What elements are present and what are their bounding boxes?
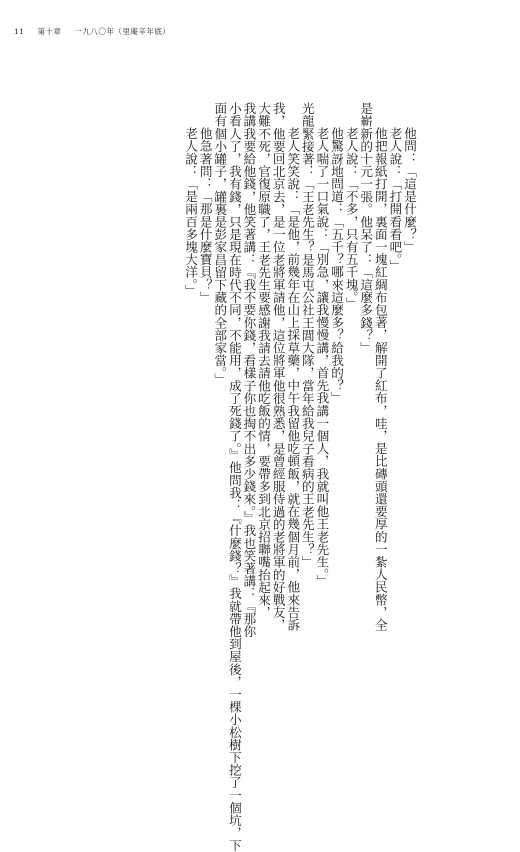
text-column: 他驚訝地問道：「五千？哪來這麼多？給我的？」 [329,127,345,405]
text-column: 老人笑笑說：「是他，前幾年在山上採草藥，中午我留他吃頓飯，就在幾個月前，他來告訴 [285,127,301,632]
text-column: 老人說：「不多，只有五千塊。」 [343,127,359,310]
page-body-text [183,102,417,852]
page-number: 11 [14,27,25,36]
text-column: 大難不死，官復原職了，王老先生要感謝我請去請他吃飯的情，要帶多到北京招聯嘴抬起來， [256,102,272,619]
text-column: 小看人了，我有錢，只是現在時代不同，不能用，成了死錢了。』他問我：『什麼錢？』我就帶他到屋後，一棵小松樹下挖了一個坑，下 [226,102,242,852]
text-column: 老人說：「打開看看吧。」 [387,127,403,273]
chapter-label: 第十章 [37,27,62,36]
text-column: 我，他要回北京去，是一位老將軍請他，這位將軍他很熟悉，是曾經服侍過的老將軍的好戰友， [270,102,286,632]
text-column: 老人說：「是兩百多塊大洋。」 [183,127,199,298]
running-header [14,26,170,37]
text-column: 他把報紙打開，裏面一塊紅綢布包著，解開了紅布，哇，是比磚頭還要厚的一紮人民幣，全 [372,127,388,632]
text-column: 光龍緊接著：「王老先生？是馬屯公社王閭大隊，當年給我兒子看病的王老先生？」 [299,102,315,569]
text-column: 我講我要給他錢，他笑著講：『我不要你錢，看樣子你也掏不出多少錢來。』我也笑著講：『那你 [241,102,257,638]
text-column: 老人喘了一口氣說：「別急，讓我慢慢講，首先我講一個人，我就叫他王老先生。」 [314,127,330,588]
text-column: 他問：「這是什麼？」 [402,127,417,254]
text-column: 是嶄新的十元一張。他呆了：「這麼多錢？」 [358,102,374,354]
text-column: 面有個小罐子，罐裏是彭家昌留下藏的全部家當。」 [212,102,228,386]
chapter-title: 一九八〇年（里庵辛年底） [74,27,171,36]
text-column: 他急著問：「那是什麼寶貝？」 [197,127,213,304]
